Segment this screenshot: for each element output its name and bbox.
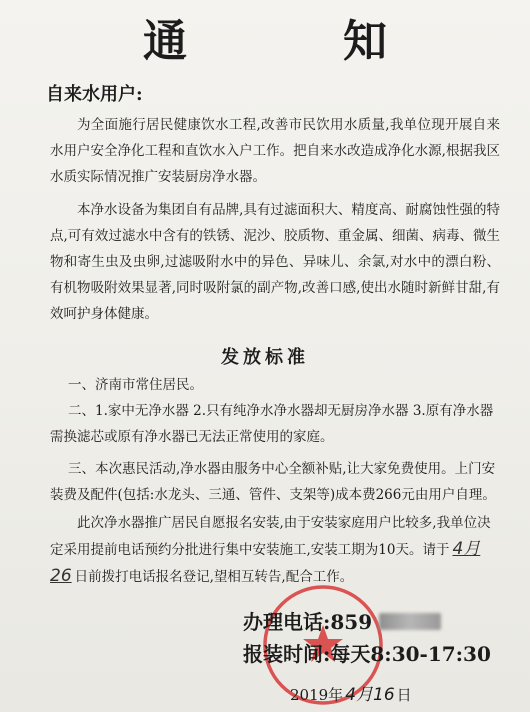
registration-text-before: 此次净水器推广居民自愿报名安装,由于安装家庭用户比较多,我单位决定采用提前电话预约分批进行集中安装施工,安装工期为10天。请于 <box>50 515 491 558</box>
paragraph-intro: 为全面施行居民健康饮水工程,改善市民饮用水质量,我单位现开展自来水用户安全净化工程和直饮水入户工作。把自来水改造成净化水源,根据我区水质实际情况推广安装厨房净水器。 <box>50 117 500 185</box>
standard-item-2: 二、1.家中无净水器 2.只有纯净水净水器却无厨房净水器 3.原有净水器需换滤芯或原有净水器已无法正常使用的家庭。 <box>50 403 494 445</box>
registration-text-after: 日前拨打电话报名登记,望相互转告,配合工作。 <box>74 569 354 585</box>
notice-title: 通 知 <box>143 16 443 67</box>
hours-label: 报装时间: <box>243 642 331 666</box>
standard-item-1: 一、济南市常住居民。 <box>68 377 203 393</box>
hours-line <box>243 638 491 667</box>
notice-date <box>290 680 412 705</box>
redacted-phone-digits <box>379 613 441 630</box>
handwritten-deadline: 4月26 <box>50 539 481 586</box>
salutation: 自来水用户: <box>46 84 143 105</box>
date-suffix: 日 <box>396 686 412 704</box>
phone-number: 859 <box>330 610 373 634</box>
phone-line <box>243 606 441 635</box>
hours-value: 每天8:30-17:30 <box>330 642 491 666</box>
phone-label: 办理电话: <box>243 610 331 634</box>
date-year: 2019年 <box>290 686 344 704</box>
standard-heading: 发放标准 <box>221 347 309 368</box>
paragraph-product: 本净水设备为集团自有品牌,具有过滤面积大、精度高、耐腐蚀性强的特点,可有效过滤水中含有的铁锈、泥沙、胶质物、重金属、细菌、病毒、微生物和寄生虫及虫卵,过滤吸附水中的异色、异味儿、余氯,对水中的漂白粉、有机物吸附效果显著,同时吸附氯的副产物,改善口感,使出水随时新鲜甘甜,有效呵护身体健康。 <box>50 202 500 322</box>
standard-item-3: 三、本次惠民活动,净水器由服务中心全额补贴,让大家免费使用。上门安装费及配件(包括:水龙头、三通、管件、支架等)成本费266元由用户自理。 <box>50 461 496 503</box>
registration-paragraph <box>50 510 500 590</box>
date-handwritten: 4月16 <box>345 685 395 705</box>
